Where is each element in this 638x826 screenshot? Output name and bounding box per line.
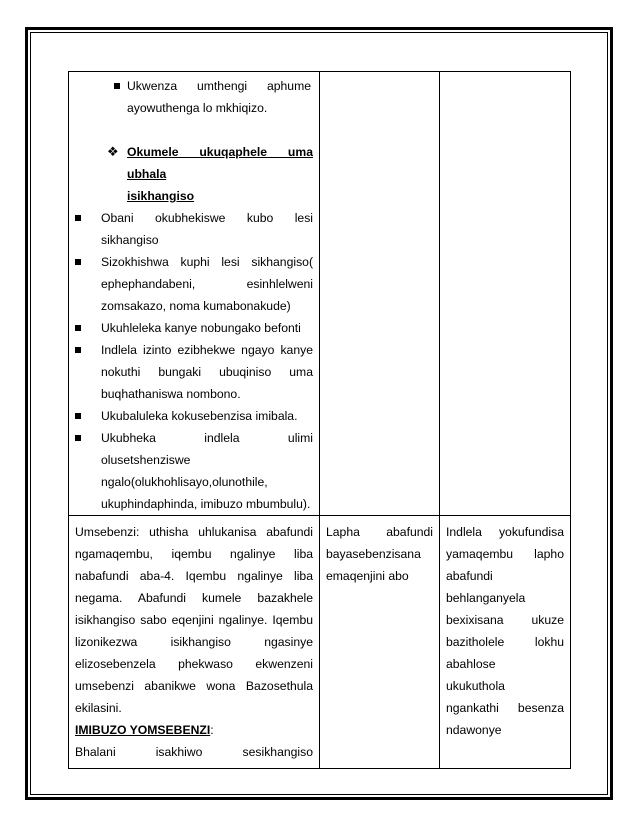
questions-heading-colon: : — [210, 723, 214, 737]
sub-bullet-line: Ukwenza umthengi aphume — [127, 79, 311, 93]
square-bullet-icon — [75, 325, 81, 331]
list-item-line: sikhangiso — [101, 233, 159, 247]
list-item-line: nokuthi bungaki ubuqiniso uma — [101, 365, 313, 379]
list-item-line: Sizokhishwa kuphi lesi sikhangiso( — [101, 255, 313, 269]
row1-col2-cell — [320, 72, 440, 516]
paragraph-line: Bhalani isakhiwo sesikhangiso — [75, 745, 313, 759]
cell-line: emaqenjini abo — [326, 569, 409, 583]
list-item — [69, 251, 313, 317]
row1-col1-cell — [69, 72, 320, 516]
questions-heading: IMIBUZO YOMSEBENZI — [75, 723, 211, 737]
paragraph-line: isikhangiso sabo eqenjini ngalinye. Iqembu — [75, 613, 313, 627]
questions-heading-line — [75, 719, 313, 741]
cell-line: bazitholele lokhu — [446, 635, 564, 649]
table-row — [69, 516, 571, 769]
cell-line: bexixisana ukuze — [446, 613, 564, 627]
sub-bullet-line: ayowuthenga lo mkhiqizo. — [127, 101, 268, 115]
cell-line: ndawonye — [446, 723, 502, 737]
list-item — [69, 339, 313, 405]
square-bullet-icon — [75, 435, 81, 441]
list-item-line: Ukubaluleka kokusebenzisa imibala. — [101, 409, 298, 423]
square-bullet-icon — [75, 259, 81, 265]
heading-line: isikhangiso — [127, 189, 195, 203]
row2-col3-cell — [440, 516, 571, 769]
cell-line: abahlose — [446, 657, 496, 671]
list-item — [69, 207, 313, 251]
paragraph-line: negama. Abafundi kumele bazakhele — [75, 591, 313, 605]
square-bullet-icon — [75, 215, 81, 221]
list-item-line: buqhathaniswa nombono. — [101, 387, 241, 401]
cell-line: abafundi — [446, 569, 493, 583]
paragraph-line: ngamaqembu, iqembu ngalinye liba — [75, 547, 313, 561]
list-item-line: Ukuhleleka kanye nobungako befonti — [101, 321, 301, 335]
square-bullet-icon — [75, 347, 81, 353]
diamond-bullet-icon: ❖ — [107, 144, 119, 159]
cell-line: yamaqembu lapho — [446, 547, 564, 561]
list-item-line: ephephandabeni, esinhlelweni — [101, 277, 313, 291]
list-item — [69, 317, 313, 339]
list-item — [69, 405, 313, 427]
sub-bullet-item — [69, 75, 313, 119]
list-item-line: olusetshenziswe — [101, 453, 191, 467]
lesson-table — [68, 71, 571, 769]
list-item-line: Indlela izinto ezibhekwe ngayo kanye — [101, 343, 313, 357]
list-item-line: ngalo(olukhohlisayo,olunothile, — [101, 475, 268, 489]
section-heading — [69, 141, 313, 207]
list-item — [69, 427, 313, 515]
cell-line: Lapha abafundi — [326, 525, 433, 539]
heading-line: Okumele ukuqaphele uma ubhala — [127, 145, 313, 181]
list-item-line: zomsakazo, noma kumabonakude) — [101, 299, 291, 313]
paragraph-line: ekilasini. — [75, 701, 122, 715]
paragraph-line: nabafundi aba-4. Iqembu ngalinye liba — [75, 569, 313, 583]
row1-col3-cell — [440, 72, 571, 516]
row2-col2-cell — [320, 516, 440, 769]
row2-col1-cell — [69, 516, 320, 769]
paragraph-line: Umsebenzi: uthisha uhlukanisa abafundi — [75, 525, 313, 539]
square-bullet-icon — [75, 413, 81, 419]
list-item-line: Ukubheka indlela ulimi — [101, 431, 313, 445]
cell-line: bayasebenzisana — [326, 547, 421, 561]
cell-line: behlanganyela — [446, 591, 526, 605]
paragraph-line: umsebenzi abanikwe wona Bazosethula — [75, 679, 313, 693]
cell-line: ngankathi besenza — [446, 701, 564, 715]
cell-line: ukukuthola — [446, 679, 505, 693]
table-row — [69, 72, 571, 516]
cell-line: Indlela yokufundisa — [446, 525, 564, 539]
square-bullet-icon — [114, 83, 120, 89]
paragraph-line: elizosebenzela phekwaso ekwenzeni — [75, 657, 313, 671]
list-item-line: Obani okubhekiswe kubo lesi — [101, 211, 313, 225]
paragraph-line: lizonikezwa isikhangiso ngasinye — [75, 635, 313, 649]
list-item-line: ukuphindaphinda, imibuzo mbumbulu). — [101, 497, 311, 511]
